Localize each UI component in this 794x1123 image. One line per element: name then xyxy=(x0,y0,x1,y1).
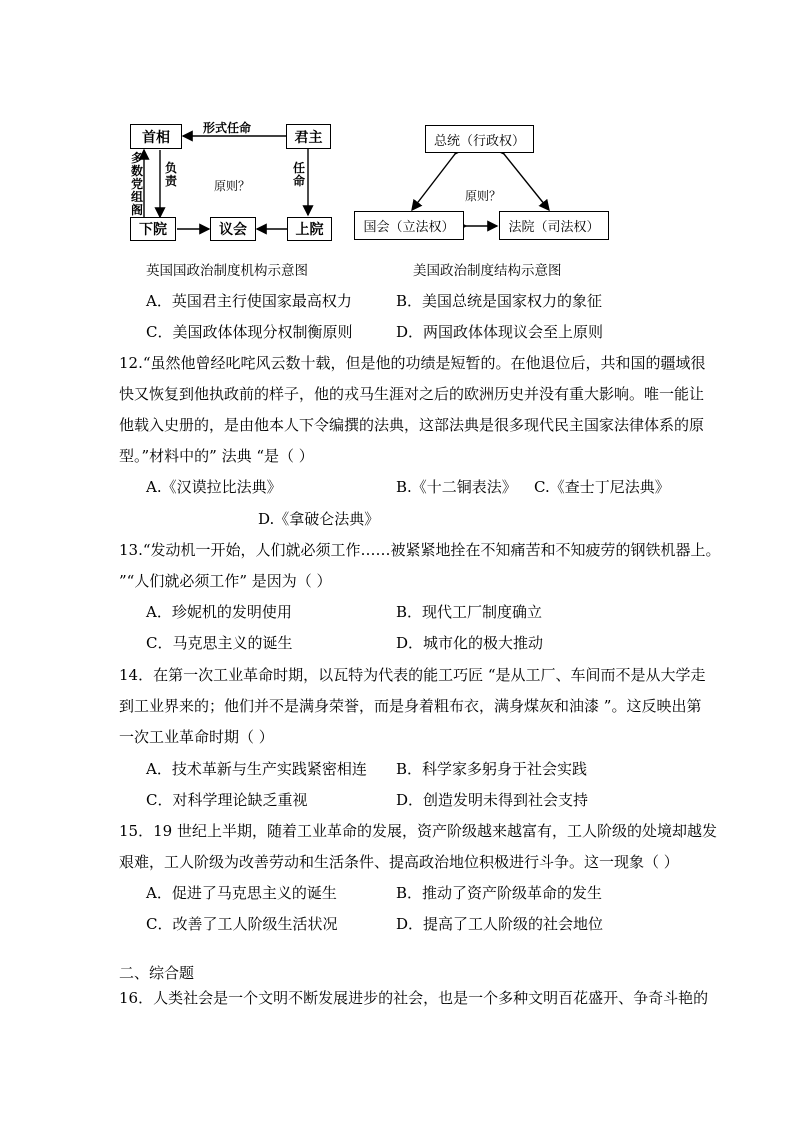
us-president-label: 总统（行政权） xyxy=(433,133,525,149)
q15-option-c: C．改善了工人阶级生活状况 xyxy=(146,915,338,933)
q14-option-b: B．科学家多躬身于社会实践 xyxy=(396,760,588,778)
q11-option-a: A．英国君主行使国家最高权力 xyxy=(146,292,352,310)
us-congress-label: 国会（立法权） xyxy=(363,220,455,235)
q12-option-c: C.《查士丁尼法典》 xyxy=(534,478,670,496)
uk-pm-label: 首相 xyxy=(142,129,170,146)
q15-line-2: 艰难，工人阶级为改善劳动和生活条件、提高政治地位积极进行斗争。这一现象（ ） xyxy=(119,853,679,871)
q12-option-d: D.《拿破仑法典》 xyxy=(258,510,380,528)
uk-principle-label: 原则？ xyxy=(214,179,251,193)
q13-line-1: 13.“发动机一开始，人们就必须工作……被紧紧地拴在不知痛苦和不知疲劳的钢铁机器上。 xyxy=(119,541,721,559)
section-heading: 二、综合题 xyxy=(119,964,195,982)
us-principle-label: 原则？ xyxy=(465,189,502,203)
q11-option-b: B．美国总统是国家权力的象征 xyxy=(396,292,603,310)
uk-majority-cabinet-label: 多数党组阁 xyxy=(131,151,144,217)
q14-line-2: 到工业界来的；他们并不是满身荣誉，而是身着粗布衣，满身煤灰和油漆 ”。这反映出第 xyxy=(119,697,702,715)
q15-option-a: A．促进了马克思主义的诞生 xyxy=(146,884,337,902)
q13-line-2: ”“人们就必须工作” 是因为（ ） xyxy=(119,572,332,590)
q15-option-b: B．推动了资产阶级革命的发生 xyxy=(396,884,603,902)
uk-monarch-box xyxy=(286,124,331,149)
q14-option-a: A．技术革新与生产实践紧密相连 xyxy=(146,760,367,778)
q13-option-c: C．马克思主义的诞生 xyxy=(146,634,293,652)
q13-option-d: D．城市化的极大推动 xyxy=(396,634,544,652)
uk-parliament-label: 议会 xyxy=(219,222,247,238)
q12-line-1: 12.“虽然他曾经叱咤风云数十载，但是他的功绩是短暂的。在他退位后，共和国的疆域很 xyxy=(119,354,706,372)
uk-pm-box xyxy=(130,124,182,149)
q14-line-3: 一次工业革命时期（ ） xyxy=(119,728,274,746)
uk-commons-label: 下院 xyxy=(139,222,167,238)
us-congress-box xyxy=(354,211,464,240)
q11-option-c: C．美国政体体现分权制衡原则 xyxy=(146,323,353,341)
q12-line-3: 他载入史册的，是由他本人下令编撰的法典，这部法典是很多现代民主国家法律体系的原 xyxy=(119,416,705,434)
us-court-box xyxy=(499,211,609,240)
q12-line-2: 快又恢复到他执政前的样子，他的戎马生涯对之后的欧洲历史并没有重大影响。唯一能让 xyxy=(119,385,705,403)
uk-lords-box xyxy=(287,217,332,241)
us-court-label: 法院（司法权） xyxy=(508,220,600,235)
diagram-lines xyxy=(0,0,794,300)
uk-appoint-label: 任命 xyxy=(293,161,306,188)
q12-line-4: 型。”材料中的” 法典 “是（ ） xyxy=(119,447,314,465)
q14-line-1: 14．在第一次工业革命时期，以瓦特为代表的能工巧匠 “是从工厂、车间而不是从大学走 xyxy=(119,666,706,684)
us-president-box xyxy=(425,125,534,153)
uk-lords-label: 上院 xyxy=(295,222,324,238)
q11-option-d: D．两国政体体现议会至上原则 xyxy=(396,323,604,341)
q13-option-b: B．现代工厂制度确立 xyxy=(396,603,543,621)
q15-line-1: 15．19 世纪上半期，随着工业革命的发展，资产阶级越来越富有，工人阶级的处境却越发 xyxy=(119,822,717,840)
q14-option-c: C．对科学理论缺乏重视 xyxy=(146,791,308,809)
us-diagram-caption: 美国政治制度结构示意图 xyxy=(413,263,562,279)
q14-option-d: D．创造发明未得到社会支持 xyxy=(396,791,589,809)
uk-monarch-label: 君主 xyxy=(294,129,323,146)
arrow-president-court xyxy=(504,154,549,210)
arrow-president-congress xyxy=(412,154,455,210)
q13-option-a: A．珍妮机的发明使用 xyxy=(146,603,292,621)
q15-option-d: D．提高了工人阶级的社会地位 xyxy=(396,915,604,933)
uk-commons-box xyxy=(130,217,176,241)
q12-option-a: A.《汉谟拉比法典》 xyxy=(146,478,282,496)
uk-formal-appoint-label: 形式任命 xyxy=(203,121,252,135)
q16-line-1: 16．人类社会是一个文明不断发展进步的社会，也是一个多种文明百花盛开、争奇斗艳的 xyxy=(119,989,709,1007)
q12-option-b: B.《十二铜表法》 xyxy=(396,478,517,496)
uk-responsible-label: 负责 xyxy=(165,161,178,188)
uk-parliament-box xyxy=(210,217,256,241)
uk-diagram-caption: 英国国政治制度机构示意图 xyxy=(146,263,308,279)
